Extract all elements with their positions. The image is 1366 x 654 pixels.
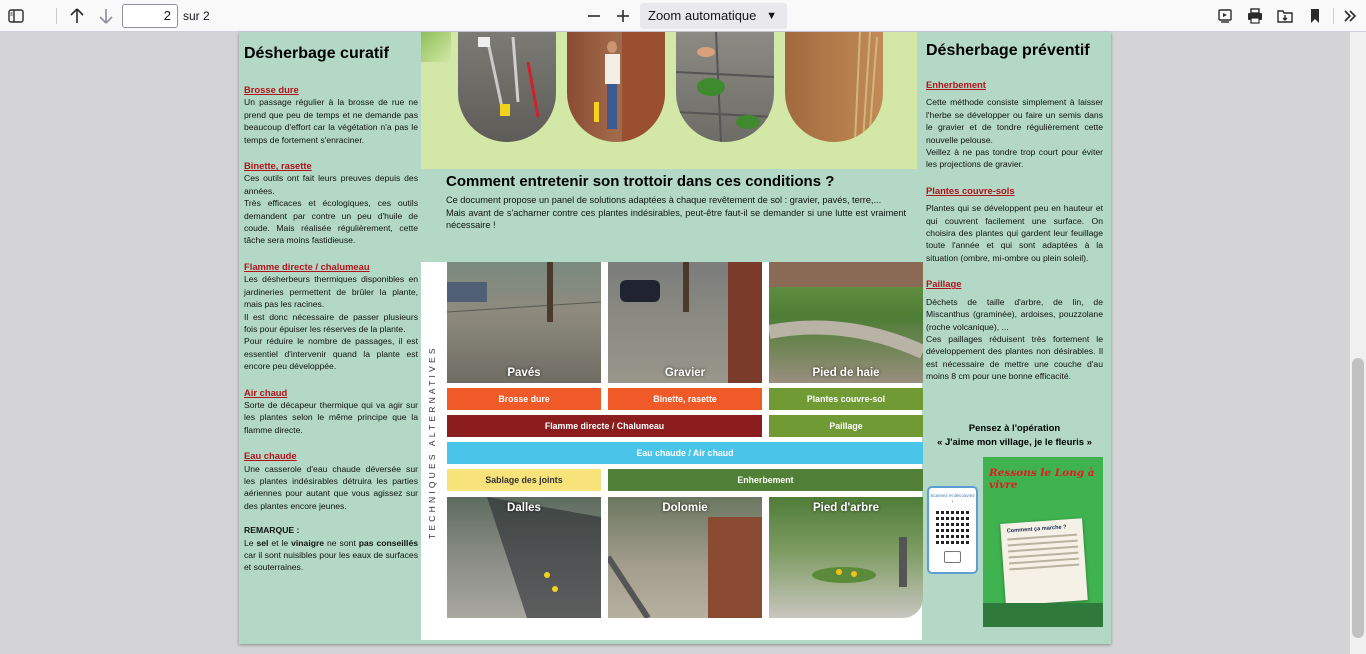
zoom-select-value: Zoom automatique bbox=[648, 8, 757, 23]
technique-bar-sablage: Sablage des joints bbox=[447, 469, 601, 491]
technique-bar-eau-chaude: Eau chaude / Air chaud bbox=[447, 442, 923, 464]
photo-label: Pied de haie bbox=[812, 367, 880, 379]
technique-bar-flamme: Flamme directe / Chalumeau bbox=[447, 415, 762, 437]
section-heading: Plantes couvre-sols bbox=[926, 184, 1015, 196]
remark-text: Le sel et le vinaigre ne sont pas conseillés car il sont nuisibles pour les eaux de surfaces et souterraines. bbox=[244, 537, 419, 573]
photo-dolomie bbox=[608, 497, 762, 618]
arch-photo-person-brushing bbox=[567, 32, 665, 142]
page-number-input[interactable]: 2 bbox=[122, 4, 178, 28]
qr-card bbox=[927, 486, 978, 574]
sidebar-toggle-icon[interactable] bbox=[4, 4, 28, 28]
bookmark-icon[interactable] bbox=[1303, 4, 1327, 28]
section-heading: Paillage bbox=[926, 278, 962, 290]
section-heading: Binette, rasette bbox=[244, 160, 312, 172]
toolbar-separator bbox=[1333, 8, 1334, 24]
section-body: Déchets de taille d'arbre, de lin, de Miscanthus (graminée), ardoises, pouzzolane (roche volcanique), ... Ces paillages réduisent très fortement le développement des plantes non désirables. Il est nécessaire de mettre une couche d'au moins 8 cm pour une bonne efficacité. bbox=[926, 296, 1103, 382]
section-body: Les désherbeurs thermiques disponibles en jardineries permettent de brûler la plante, mais pas les racines. Il est donc nécessaire de passer plusieurs fois pour épuiser les réserves de la plante. Pour réduire le nombre de passages, il est essentiel d'intervenir quand la plante est encore peu développée. bbox=[244, 274, 418, 372]
technique-bar-paillage: Paillage bbox=[769, 415, 923, 437]
chevron-double-right-icon[interactable] bbox=[1338, 4, 1362, 28]
photo-label: Dalles bbox=[507, 502, 541, 514]
section-body: Une casserole d'eau chaude déversée sur les plantes indésirables détruira les parties aériennes pour autant que vous agissez sur des plantes encore jeunes. bbox=[244, 463, 418, 511]
arch-photo-mulch bbox=[785, 32, 883, 142]
arch-photo-weeding bbox=[676, 32, 774, 142]
toolbar-separator bbox=[56, 8, 57, 24]
remark-label: REMARQUE : bbox=[244, 525, 300, 536]
operation-line: « J'aime mon village, je le fleuris » bbox=[937, 436, 1092, 448]
section-heading: Brosse dure bbox=[244, 84, 299, 95]
section-body: Sorte de décapeur thermique qui va agir sur les plantes selon le même principe que la flamme directe. bbox=[244, 399, 418, 435]
right-column bbox=[926, 32, 1103, 383]
technique-bar-brosse: Brosse dure bbox=[447, 388, 601, 410]
pdf-page bbox=[239, 32, 1111, 644]
poster-image bbox=[983, 457, 1103, 627]
save-icon[interactable] bbox=[1273, 4, 1297, 28]
arrow-down-icon[interactable] bbox=[94, 4, 118, 28]
poster-footer bbox=[983, 603, 1103, 627]
page-count-label: sur 2 bbox=[183, 9, 210, 23]
leaf-decoration bbox=[421, 32, 451, 62]
technique-bar-couvre-sol: Plantes couvre-sol bbox=[769, 388, 923, 410]
left-column bbox=[244, 32, 418, 574]
section-heading: Eau chaude bbox=[244, 450, 297, 462]
section-heading: Flamme directe / chalumeau bbox=[244, 260, 370, 272]
photo-label: Pavés bbox=[507, 367, 541, 379]
right-title: Désherbage préventif bbox=[926, 42, 1090, 59]
zoom-select[interactable] bbox=[640, 3, 787, 29]
vertical-label: TECHNIQUES ALTERNATIVES bbox=[427, 345, 437, 539]
pdf-toolbar bbox=[0, 0, 1366, 32]
arch-photo-tools bbox=[458, 32, 556, 142]
photo-gravier bbox=[608, 262, 762, 383]
photo-pied-darbre bbox=[769, 497, 923, 618]
scrollbar-thumb[interactable] bbox=[1352, 358, 1364, 638]
header-photo-band bbox=[421, 32, 917, 169]
intro-paragraph: Ce document propose un panel de solutions adaptées à chaque revêtement de sol : gravier, pavés, terre,... bbox=[446, 195, 882, 205]
photo-label: Gravier bbox=[664, 367, 706, 379]
section-heading: Enherbement bbox=[926, 79, 986, 90]
operation-callout bbox=[926, 422, 1103, 449]
photo-label: Dolomie bbox=[662, 502, 708, 514]
poster-subtitle: Comment ça marche ? bbox=[1006, 524, 1067, 535]
qr-code-icon bbox=[936, 510, 970, 544]
intro-paragraph: Mais avant de s'acharner contre ces plantes indésirables, peut-être faut-il se demander si une lutte est vraiment nécessaire ! bbox=[446, 207, 906, 230]
section-body: Plantes qui se développent peu en hauteur et qui couvrent facilement une surface. On choisira des plantes qui gardent leur feuillage toute l'année et qui sont adaptées à la situation (ombre, mi-ombre ou plein soleil). bbox=[926, 203, 1103, 263]
technique-bar-binette: Binette, rasette bbox=[608, 388, 762, 410]
presentation-icon[interactable] bbox=[1213, 4, 1237, 28]
photo-dalles bbox=[447, 497, 601, 618]
operation-line: Pensez à l'opération bbox=[968, 423, 1061, 434]
zoom-in-plus-icon[interactable] bbox=[611, 4, 635, 28]
photo-pied-de-haie bbox=[769, 262, 923, 383]
app-logo-icon bbox=[944, 551, 961, 563]
chevron-down-icon: ▼ bbox=[766, 10, 777, 22]
qr-caption: Scannez et découvrez ! bbox=[930, 493, 975, 504]
photo-label: Pied d'arbre bbox=[812, 502, 879, 514]
section-body: Cette méthode consiste simplement à laisser l'herbe se développer ou faire un semis dans le gravier et de tondre régulièrement cette nouvelle pelouse. Veillez à ne pas tondre trop court pour éviter les projections de gravier. bbox=[926, 97, 1103, 170]
section-heading: Air chaud bbox=[244, 386, 288, 398]
intro-text bbox=[446, 194, 906, 232]
section-body: Un passage régulier à la brosse de rue ne prend que peu de temps et ne demande pas beaucoup d'effort car la végétation n'a pas le temps de fortement s'enraciner. bbox=[244, 97, 418, 145]
poster-title: Ressons le Long à vivre bbox=[989, 467, 1095, 491]
print-icon[interactable] bbox=[1243, 4, 1267, 28]
question-title: Comment entretenir son trottoir dans ces conditions ? bbox=[446, 173, 835, 190]
left-title: Désherbage curatif bbox=[244, 45, 389, 62]
arrow-up-icon[interactable] bbox=[65, 4, 89, 28]
section-body: Ces outils ont fait leurs preuves depuis des années. Très efficaces et écologiques, ces outils demandent par contre un peu d'huile de coude. Mais réalisée régulièrement, cette tâche sera moins fastidieuse. bbox=[244, 173, 418, 246]
technique-bar-enherbement: Enherbement bbox=[608, 469, 923, 491]
poster-paper bbox=[1000, 518, 1088, 606]
photo-paves bbox=[447, 262, 601, 383]
zoom-out-minus-icon[interactable] bbox=[582, 4, 606, 28]
